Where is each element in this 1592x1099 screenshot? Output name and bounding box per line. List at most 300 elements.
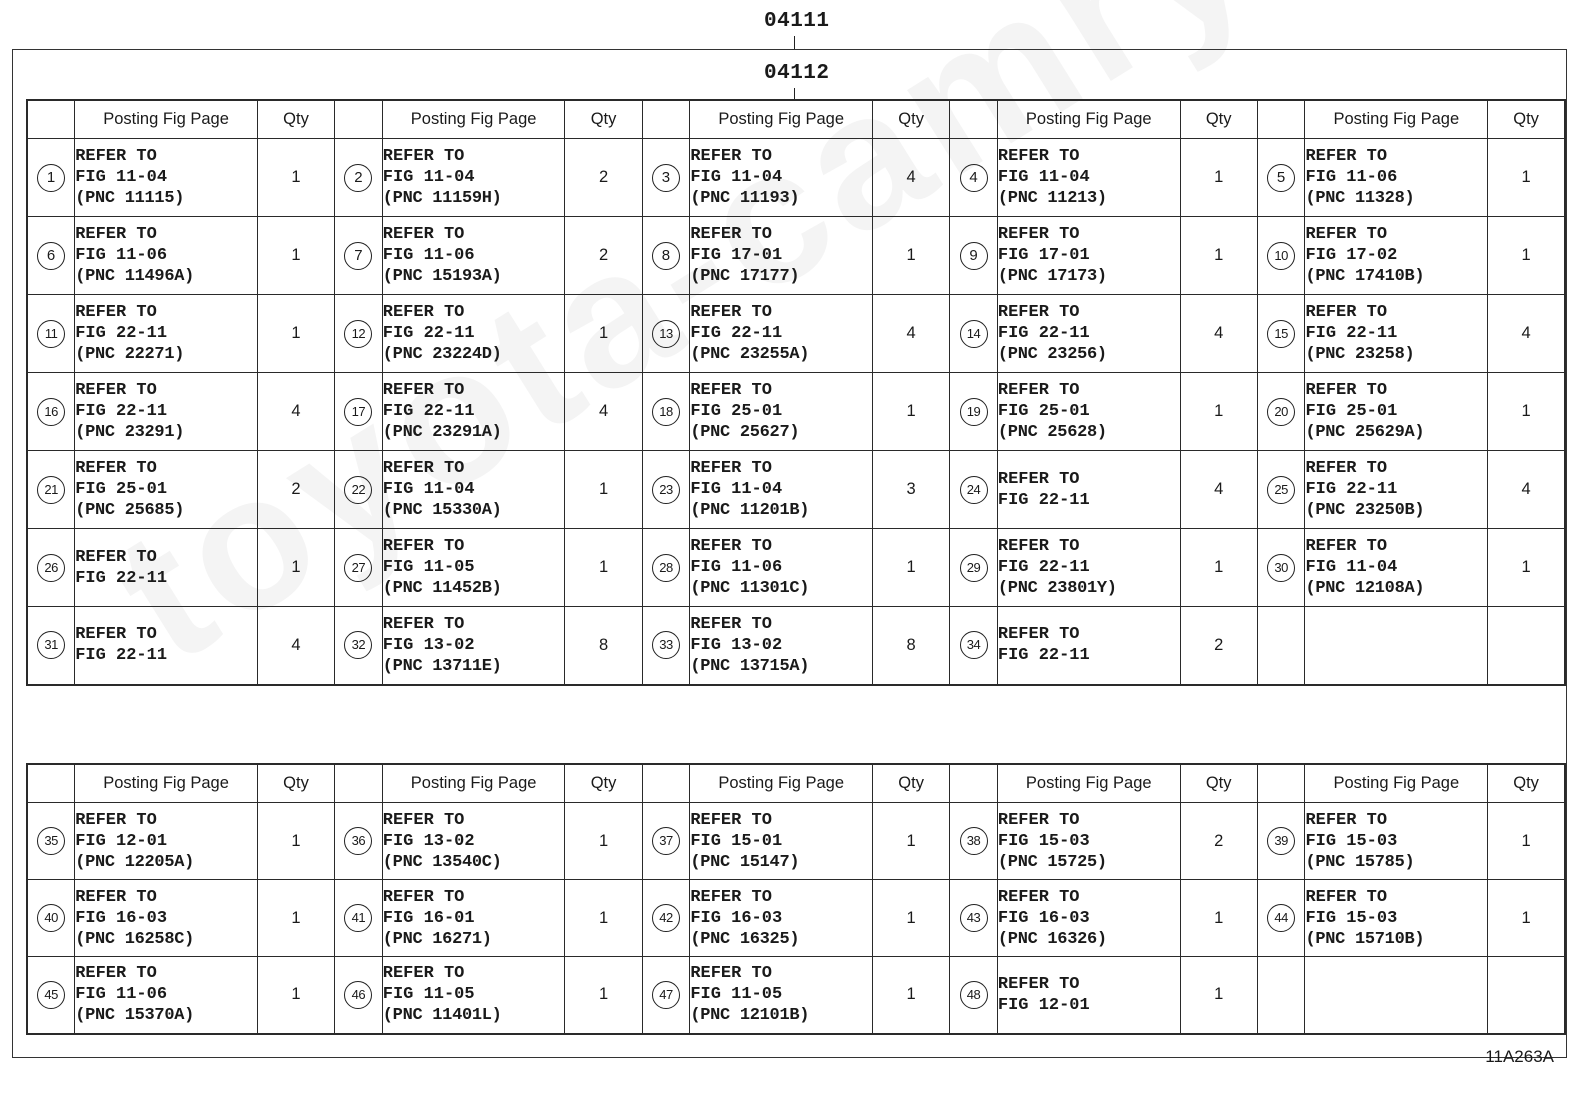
refer-to-text: REFER TO xyxy=(1305,887,1388,907)
posting-cell xyxy=(690,880,873,957)
qty-cell xyxy=(1488,607,1565,685)
pnc-reference: (PNC 11401L) xyxy=(382,1006,502,1026)
qty-cell xyxy=(1180,803,1257,880)
qty-value: 1 xyxy=(291,324,301,342)
qty-header: Qty xyxy=(257,100,334,139)
qty-cell xyxy=(565,607,642,685)
pnc-reference: (PNC 25685) xyxy=(75,501,185,520)
refer-to-text: REFER TO xyxy=(997,147,1080,166)
refer-to-text: REFER TO xyxy=(690,147,772,166)
qty-cell xyxy=(1488,529,1565,607)
num-header xyxy=(642,100,690,139)
callout-cell xyxy=(27,529,75,607)
callout-cell xyxy=(950,803,998,880)
pnc-reference: (PNC 15785) xyxy=(1305,852,1415,872)
pnc-reference: (PNC 25627) xyxy=(690,423,800,442)
pnc-reference: (PNC 16326) xyxy=(997,929,1107,949)
qty-cell xyxy=(873,529,950,607)
callout-cell xyxy=(1257,139,1305,217)
qty-cell xyxy=(565,295,642,373)
fig-reference: FIG 22-11 xyxy=(997,490,1090,510)
num-header xyxy=(27,100,75,139)
fig-reference: FIG 11-06 xyxy=(75,985,168,1005)
pnc-reference: (PNC 12101B) xyxy=(690,1006,810,1026)
qty-header: Qty xyxy=(1180,764,1257,803)
posting-cell xyxy=(75,957,258,1034)
refer-to-text: REFER TO xyxy=(690,964,772,984)
callout-cell xyxy=(27,957,75,1034)
qty-value: 1 xyxy=(291,831,301,850)
callout-cell xyxy=(950,957,998,1034)
callout-number: 33 xyxy=(652,631,680,659)
fig-reference: FIG 11-04 xyxy=(690,168,783,187)
callout-number: 36 xyxy=(344,827,372,855)
callout-cell xyxy=(950,217,998,295)
refer-to-text: REFER TO xyxy=(690,614,772,634)
posting-cell xyxy=(382,803,565,880)
callout-number: 40 xyxy=(37,904,65,932)
pnc-reference: (PNC 17177) xyxy=(690,267,800,286)
posting-cell xyxy=(690,957,873,1034)
qty-value: 1 xyxy=(1521,402,1531,420)
callout-number: 37 xyxy=(652,827,680,855)
qty-value: 1 xyxy=(906,908,916,927)
callout-number: 9 xyxy=(960,242,988,270)
pnc-reference: (PNC 23255A) xyxy=(690,345,810,364)
posting-cell xyxy=(1305,139,1488,217)
pnc-reference: (PNC 11301C) xyxy=(690,579,810,598)
pnc-reference: (PNC 13715A) xyxy=(690,656,810,676)
refer-to-text: REFER TO xyxy=(690,459,772,478)
refer-to-text: REFER TO xyxy=(997,625,1080,645)
callout-number: 43 xyxy=(960,904,988,932)
qty-cell xyxy=(873,295,950,373)
qty-value: 4 xyxy=(906,324,916,342)
refer-to-text: REFER TO xyxy=(75,381,157,400)
callout-number: 15 xyxy=(1267,320,1295,348)
qty-value: 1 xyxy=(598,908,609,927)
table-row xyxy=(27,451,1565,529)
callout-number: 20 xyxy=(1267,398,1295,426)
fig-reference: FIG 16-03 xyxy=(75,908,168,928)
leader-line-inner xyxy=(794,88,795,99)
callout-number: 27 xyxy=(344,554,372,582)
callout-number: 28 xyxy=(652,554,680,582)
fig-reference: FIG 16-01 xyxy=(382,908,475,928)
callout-cell xyxy=(27,880,75,957)
callout-cell xyxy=(1257,295,1305,373)
num-header xyxy=(642,764,690,803)
posting-cell xyxy=(1305,451,1488,529)
qty-cell xyxy=(1180,295,1257,373)
num-header xyxy=(1257,764,1305,803)
callout-number: 14 xyxy=(960,320,988,348)
refer-to-text: REFER TO xyxy=(382,381,465,400)
qty-header: Qty xyxy=(257,764,334,803)
callout-number: 35 xyxy=(37,827,65,855)
leader-line-outer xyxy=(794,36,795,49)
qty-value: 4 xyxy=(1521,324,1531,342)
parts-table-lower xyxy=(26,763,1566,1035)
qty-value: 8 xyxy=(906,635,916,654)
qty-cell xyxy=(1488,957,1565,1034)
posting-cell xyxy=(382,295,565,373)
posting-cell xyxy=(690,529,873,607)
qty-cell xyxy=(565,529,642,607)
qty-cell xyxy=(565,880,642,957)
posting-cell xyxy=(382,451,565,529)
posting-cell xyxy=(1305,295,1488,373)
callout-number: 16 xyxy=(37,398,65,426)
posting-cell xyxy=(997,529,1180,607)
callout-cell xyxy=(950,451,998,529)
qty-cell xyxy=(873,880,950,957)
posting-cell xyxy=(997,803,1180,880)
qty-value: 1 xyxy=(906,246,916,264)
pnc-reference: (PNC 25629A) xyxy=(1305,423,1425,442)
callout-number: 38 xyxy=(960,827,988,855)
pnc-reference: (PNC 23250B) xyxy=(1305,501,1425,520)
qty-value: 2 xyxy=(1214,831,1224,850)
refer-to-text: REFER TO xyxy=(75,810,157,830)
pnc-reference: (PNC 11213) xyxy=(997,189,1107,208)
refer-to-text: REFER TO xyxy=(1305,537,1388,556)
qty-value: 1 xyxy=(291,558,301,576)
refer-to-text: REFER TO xyxy=(997,887,1080,907)
qty-cell xyxy=(565,139,642,217)
fig-reference: FIG 22-11 xyxy=(1305,324,1398,343)
qty-cell xyxy=(1180,529,1257,607)
fig-reference: FIG 11-04 xyxy=(1305,558,1398,577)
posting-cell xyxy=(1305,529,1488,607)
num-header xyxy=(950,100,998,139)
pnc-reference: (PNC 25628) xyxy=(997,423,1107,442)
callout-cell xyxy=(642,880,690,957)
callout-number: 24 xyxy=(960,476,988,504)
qty-value: 8 xyxy=(598,635,609,654)
callout-cell xyxy=(1257,451,1305,529)
posting-cell xyxy=(382,880,565,957)
table-row xyxy=(27,295,1565,373)
callout-cell xyxy=(27,803,75,880)
fig-reference: FIG 15-03 xyxy=(1305,831,1398,851)
pnc-reference: (PNC 11193) xyxy=(690,189,800,208)
num-header xyxy=(1257,100,1305,139)
posting-cell xyxy=(997,607,1180,685)
posting-cell xyxy=(997,880,1180,957)
qty-value: 1 xyxy=(291,908,301,927)
refer-to-text: REFER TO xyxy=(382,614,465,634)
fig-reference: FIG 15-01 xyxy=(690,831,783,851)
qty-value: 1 xyxy=(906,402,916,420)
num-header xyxy=(335,764,383,803)
assembly-label-inner: 04112 xyxy=(764,62,830,85)
qty-cell xyxy=(257,451,334,529)
qty-value: 1 xyxy=(1521,168,1531,186)
qty-header: Qty xyxy=(1180,100,1257,139)
qty-value: 2 xyxy=(598,168,609,186)
posting-cell xyxy=(75,607,258,685)
pnc-reference: (PNC 15370A) xyxy=(75,1006,195,1026)
qty-value: 4 xyxy=(598,402,609,420)
refer-to-text: REFER TO xyxy=(1305,810,1388,830)
fig-reference: FIG 16-03 xyxy=(997,908,1090,928)
qty-cell xyxy=(257,295,334,373)
refer-to-text: REFER TO xyxy=(997,303,1080,322)
refer-to-text: REFER TO xyxy=(1305,459,1388,478)
callout-number: 1 xyxy=(37,164,65,192)
posting-header: Posting Fig Page xyxy=(382,764,565,803)
fig-reference: FIG 22-11 xyxy=(75,402,168,421)
pnc-reference: (PNC 23801Y) xyxy=(997,579,1117,598)
callout-number: 34 xyxy=(960,631,988,659)
callout-number: 32 xyxy=(344,631,372,659)
pnc-reference: (PNC 13711E) xyxy=(382,656,502,676)
table-row xyxy=(27,373,1565,451)
pnc-reference: (PNC 11201B) xyxy=(690,501,810,520)
table-row xyxy=(27,957,1565,1034)
callout-number: 25 xyxy=(1267,476,1295,504)
refer-to-text: REFER TO xyxy=(75,225,157,244)
pnc-reference: (PNC 15725) xyxy=(997,852,1107,872)
pnc-reference: (PNC 16271) xyxy=(382,929,492,949)
callout-number: 47 xyxy=(652,981,680,1009)
callout-cell xyxy=(335,529,383,607)
qty-cell xyxy=(873,607,950,685)
fig-reference: FIG 25-01 xyxy=(75,480,168,499)
fig-reference: FIG 22-11 xyxy=(997,324,1090,343)
refer-to-text: REFER TO xyxy=(997,469,1080,489)
pnc-reference: (PNC 15330A) xyxy=(382,501,502,520)
callout-cell xyxy=(1257,607,1305,685)
callout-number: 8 xyxy=(652,242,680,270)
pnc-reference: (PNC 22271) xyxy=(75,345,185,364)
fig-reference: FIG 13-02 xyxy=(690,635,783,655)
callout-number: 30 xyxy=(1267,554,1295,582)
fig-reference: FIG 22-11 xyxy=(997,558,1090,577)
callout-cell xyxy=(335,373,383,451)
qty-cell xyxy=(1488,373,1565,451)
qty-cell xyxy=(1488,295,1565,373)
refer-to-text: REFER TO xyxy=(997,974,1080,994)
assembly-label-outer: 04111 xyxy=(764,10,830,33)
refer-to-text: REFER TO xyxy=(690,225,772,244)
refer-to-text: REFER TO xyxy=(997,225,1080,244)
qty-value: 2 xyxy=(598,246,609,264)
qty-value: 1 xyxy=(598,480,609,498)
refer-to-text: REFER TO xyxy=(382,964,465,984)
qty-cell xyxy=(257,607,334,685)
callout-number: 46 xyxy=(344,981,372,1009)
callout-cell xyxy=(642,803,690,880)
posting-cell xyxy=(690,803,873,880)
callout-cell xyxy=(1257,373,1305,451)
table-header-row xyxy=(27,764,1565,803)
fig-reference: FIG 22-11 xyxy=(382,402,475,421)
fig-reference: FIG 11-05 xyxy=(382,985,475,1005)
qty-header: Qty xyxy=(1488,764,1565,803)
callout-cell xyxy=(335,451,383,529)
callout-number: 5 xyxy=(1267,164,1295,192)
refer-to-text: REFER TO xyxy=(75,964,157,984)
callout-number: 13 xyxy=(652,320,680,348)
refer-to-text: REFER TO xyxy=(997,381,1080,400)
callout-number: 31 xyxy=(37,631,65,659)
callout-number: 12 xyxy=(344,320,372,348)
callout-cell xyxy=(950,139,998,217)
callout-number: 11 xyxy=(37,320,65,348)
qty-cell xyxy=(257,139,334,217)
posting-cell xyxy=(690,373,873,451)
qty-cell xyxy=(873,957,950,1034)
qty-cell xyxy=(1488,139,1565,217)
callout-number: 10 xyxy=(1267,242,1295,270)
refer-to-text: REFER TO xyxy=(690,537,772,556)
num-header xyxy=(335,100,383,139)
fig-reference: FIG 11-06 xyxy=(1305,168,1398,187)
callout-cell xyxy=(950,529,998,607)
pnc-reference: (PNC 11115) xyxy=(75,189,185,208)
refer-to-text: REFER TO xyxy=(1305,303,1388,322)
qty-cell xyxy=(257,529,334,607)
refer-to-text: REFER TO xyxy=(382,459,465,478)
callout-number: 42 xyxy=(652,904,680,932)
callout-cell xyxy=(335,880,383,957)
posting-cell xyxy=(997,217,1180,295)
posting-cell xyxy=(1305,880,1488,957)
qty-value: 1 xyxy=(1214,402,1224,420)
table-header-row xyxy=(27,100,1565,139)
refer-to-text: REFER TO xyxy=(382,225,465,244)
refer-to-text: REFER TO xyxy=(1305,225,1388,244)
pnc-reference: (PNC 16325) xyxy=(690,929,800,949)
fig-reference: FIG 11-04 xyxy=(382,168,475,187)
fig-reference: FIG 11-05 xyxy=(382,558,475,577)
posting-cell xyxy=(75,803,258,880)
refer-to-text: REFER TO xyxy=(75,147,157,166)
qty-cell xyxy=(1180,139,1257,217)
qty-cell xyxy=(257,803,334,880)
qty-cell xyxy=(1180,451,1257,529)
pnc-reference: (PNC 11496A) xyxy=(75,267,195,286)
callout-cell xyxy=(642,217,690,295)
callout-cell xyxy=(27,373,75,451)
fig-reference: FIG 13-02 xyxy=(382,635,475,655)
posting-cell xyxy=(382,373,565,451)
qty-header: Qty xyxy=(565,100,642,139)
qty-value: 1 xyxy=(291,168,301,186)
qty-cell xyxy=(1180,880,1257,957)
posting-cell xyxy=(1305,957,1488,1034)
qty-cell xyxy=(1180,957,1257,1034)
fig-reference: FIG 11-04 xyxy=(75,168,168,187)
posting-header: Posting Fig Page xyxy=(75,764,258,803)
refer-to-text: REFER TO xyxy=(382,303,465,322)
posting-cell xyxy=(382,217,565,295)
qty-value: 1 xyxy=(1521,908,1531,927)
posting-cell xyxy=(75,529,258,607)
callout-cell xyxy=(335,957,383,1034)
refer-to-text: REFER TO xyxy=(382,147,465,166)
callout-number: 44 xyxy=(1267,904,1295,932)
qty-cell xyxy=(1488,217,1565,295)
callout-cell xyxy=(642,529,690,607)
posting-header: Posting Fig Page xyxy=(997,764,1180,803)
posting-cell xyxy=(75,295,258,373)
qty-cell xyxy=(257,957,334,1034)
pnc-reference: (PNC 23291A) xyxy=(382,423,502,442)
qty-cell xyxy=(565,217,642,295)
callout-cell xyxy=(1257,529,1305,607)
posting-cell xyxy=(75,373,258,451)
fig-reference: FIG 25-01 xyxy=(690,402,783,421)
posting-cell xyxy=(690,139,873,217)
refer-to-text: REFER TO xyxy=(382,537,465,556)
pnc-reference: (PNC 17173) xyxy=(997,267,1107,286)
fig-reference: FIG 15-03 xyxy=(1305,908,1398,928)
pnc-reference: (PNC 15710B) xyxy=(1305,929,1425,949)
pnc-reference: (PNC 13540C) xyxy=(382,852,502,872)
fig-reference: FIG 22-11 xyxy=(75,646,168,666)
qty-value: 4 xyxy=(1214,324,1224,342)
posting-cell xyxy=(690,451,873,529)
posting-header: Posting Fig Page xyxy=(690,764,873,803)
qty-value: 2 xyxy=(291,480,301,498)
callout-cell xyxy=(1257,803,1305,880)
posting-cell xyxy=(997,295,1180,373)
qty-cell xyxy=(1488,451,1565,529)
callout-number: 29 xyxy=(960,554,988,582)
qty-value: 1 xyxy=(598,324,609,342)
posting-header: Posting Fig Page xyxy=(382,100,565,139)
posting-cell xyxy=(75,880,258,957)
qty-cell xyxy=(1488,803,1565,880)
fig-reference: FIG 22-11 xyxy=(1305,480,1398,499)
callout-cell xyxy=(1257,880,1305,957)
callout-cell xyxy=(642,139,690,217)
posting-cell xyxy=(1305,217,1488,295)
callout-number: 17 xyxy=(344,398,372,426)
callout-cell xyxy=(27,139,75,217)
qty-value: 4 xyxy=(1214,480,1224,498)
num-header xyxy=(27,764,75,803)
qty-header: Qty xyxy=(565,764,642,803)
callout-number: 3 xyxy=(652,164,680,192)
fig-reference: FIG 12-01 xyxy=(75,831,168,851)
qty-value: 1 xyxy=(1521,246,1531,264)
callout-cell xyxy=(27,217,75,295)
qty-value: 2 xyxy=(1214,635,1224,654)
pnc-reference: (PNC 15147) xyxy=(690,852,800,872)
fig-reference: FIG 22-11 xyxy=(75,568,168,588)
callout-cell xyxy=(27,607,75,685)
qty-value: 4 xyxy=(906,168,916,186)
posting-cell xyxy=(75,139,258,217)
refer-to-text: REFER TO xyxy=(75,547,157,567)
fig-reference: FIG 22-11 xyxy=(382,324,475,343)
refer-to-text: REFER TO xyxy=(690,887,772,907)
qty-value: 1 xyxy=(1521,558,1531,576)
callout-cell xyxy=(950,880,998,957)
refer-to-text: REFER TO xyxy=(75,459,157,478)
qty-value: 1 xyxy=(291,985,301,1004)
qty-value: 1 xyxy=(906,831,916,850)
table-row xyxy=(27,529,1565,607)
callout-cell xyxy=(950,607,998,685)
callout-cell xyxy=(335,217,383,295)
refer-to-text: REFER TO xyxy=(382,887,465,907)
callout-cell xyxy=(642,295,690,373)
